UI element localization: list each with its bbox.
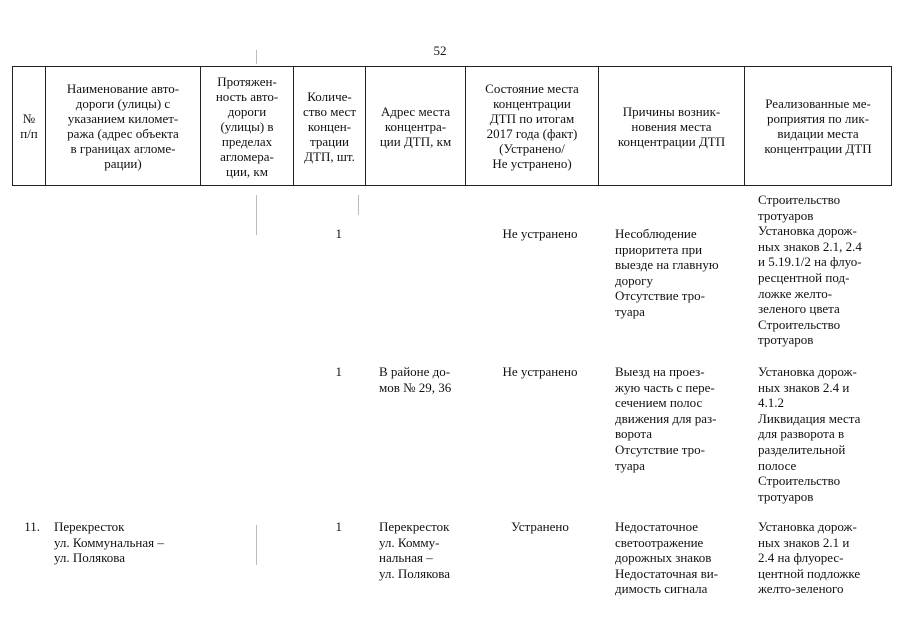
table-header [12, 66, 892, 186]
scan-artifact [256, 525, 257, 565]
page-number: 52 [433, 43, 447, 58]
row3-measures: Установка дорож- ных знаков 2.1 и 2.4 на флуорес- центной подложке желто-зеленого [758, 519, 861, 597]
header-causes: Причины возник- новения места концентрации ДТП [599, 67, 745, 186]
header-length: Протяжен- ность авто- дороги (улицы) в пределах агломера- ции, км [201, 67, 294, 186]
row2-causes: Выезд на проез- жую часть с пере- сечением полос движения для раз- ворота Отсутствие тро- туара [615, 364, 717, 473]
row2-address: В районе до- мов № 29, 36 [379, 364, 452, 395]
row3-num: 11. [24, 519, 40, 534]
row1-status: Не устранено [502, 226, 578, 241]
scan-artifact [358, 195, 359, 215]
header-count: Количе- ство мест концен- трации ДТП, шт. [294, 67, 366, 186]
header-row [13, 67, 892, 186]
row2-measures: Установка дорож- ных знаков 2.4 и 4.1.2 Ликвидация места для разворота в разделительной полосе Строительство тротуаров [758, 364, 861, 504]
row3-count: 1 [335, 519, 342, 534]
row1-measures: Строительство тротуаров Установка дорож- ных знаков 2.1, 2.4 и 5.19.1/2 на флуо- ресцентной под- ложке желто- зеленого цвета Строительство тротуаров [758, 192, 862, 348]
row2-count: 1 [335, 364, 342, 379]
header-address: Адрес места концентра- ции ДТП, км [366, 67, 466, 186]
scan-artifact [256, 50, 257, 64]
header-road-name: Наименование авто- дороги (улицы) с указанием километ- ража (адрес объекта в границах агломе- рации) [46, 67, 201, 186]
row3-address: Перекресток ул. Комму- нальная – ул. Полякова [379, 519, 450, 581]
row2-status: Не устранено [502, 364, 578, 379]
row3-road: Перекресток ул. Коммунальная – ул. Полякова [54, 519, 164, 566]
header-status: Состояние места концентрации ДТП по итогам 2017 года (факт) (Устранено/ Не устранено) [466, 67, 599, 186]
row1-count: 1 [335, 226, 342, 241]
scan-artifact [256, 195, 257, 235]
row1-causes: Несоблюдение приоритета при выезде на главную дорогу Отсутствие тро- туара [615, 226, 719, 319]
header-num: № п/п [13, 67, 46, 186]
row3-status: Устранено [511, 519, 569, 534]
header-measures: Реализованные ме- роприятия по лик- видации места концентрации ДТП [745, 67, 892, 186]
row3-causes: Недостаточное светоотражение дорожных знаков Недостаточная ви- димость сигнала [615, 519, 719, 597]
